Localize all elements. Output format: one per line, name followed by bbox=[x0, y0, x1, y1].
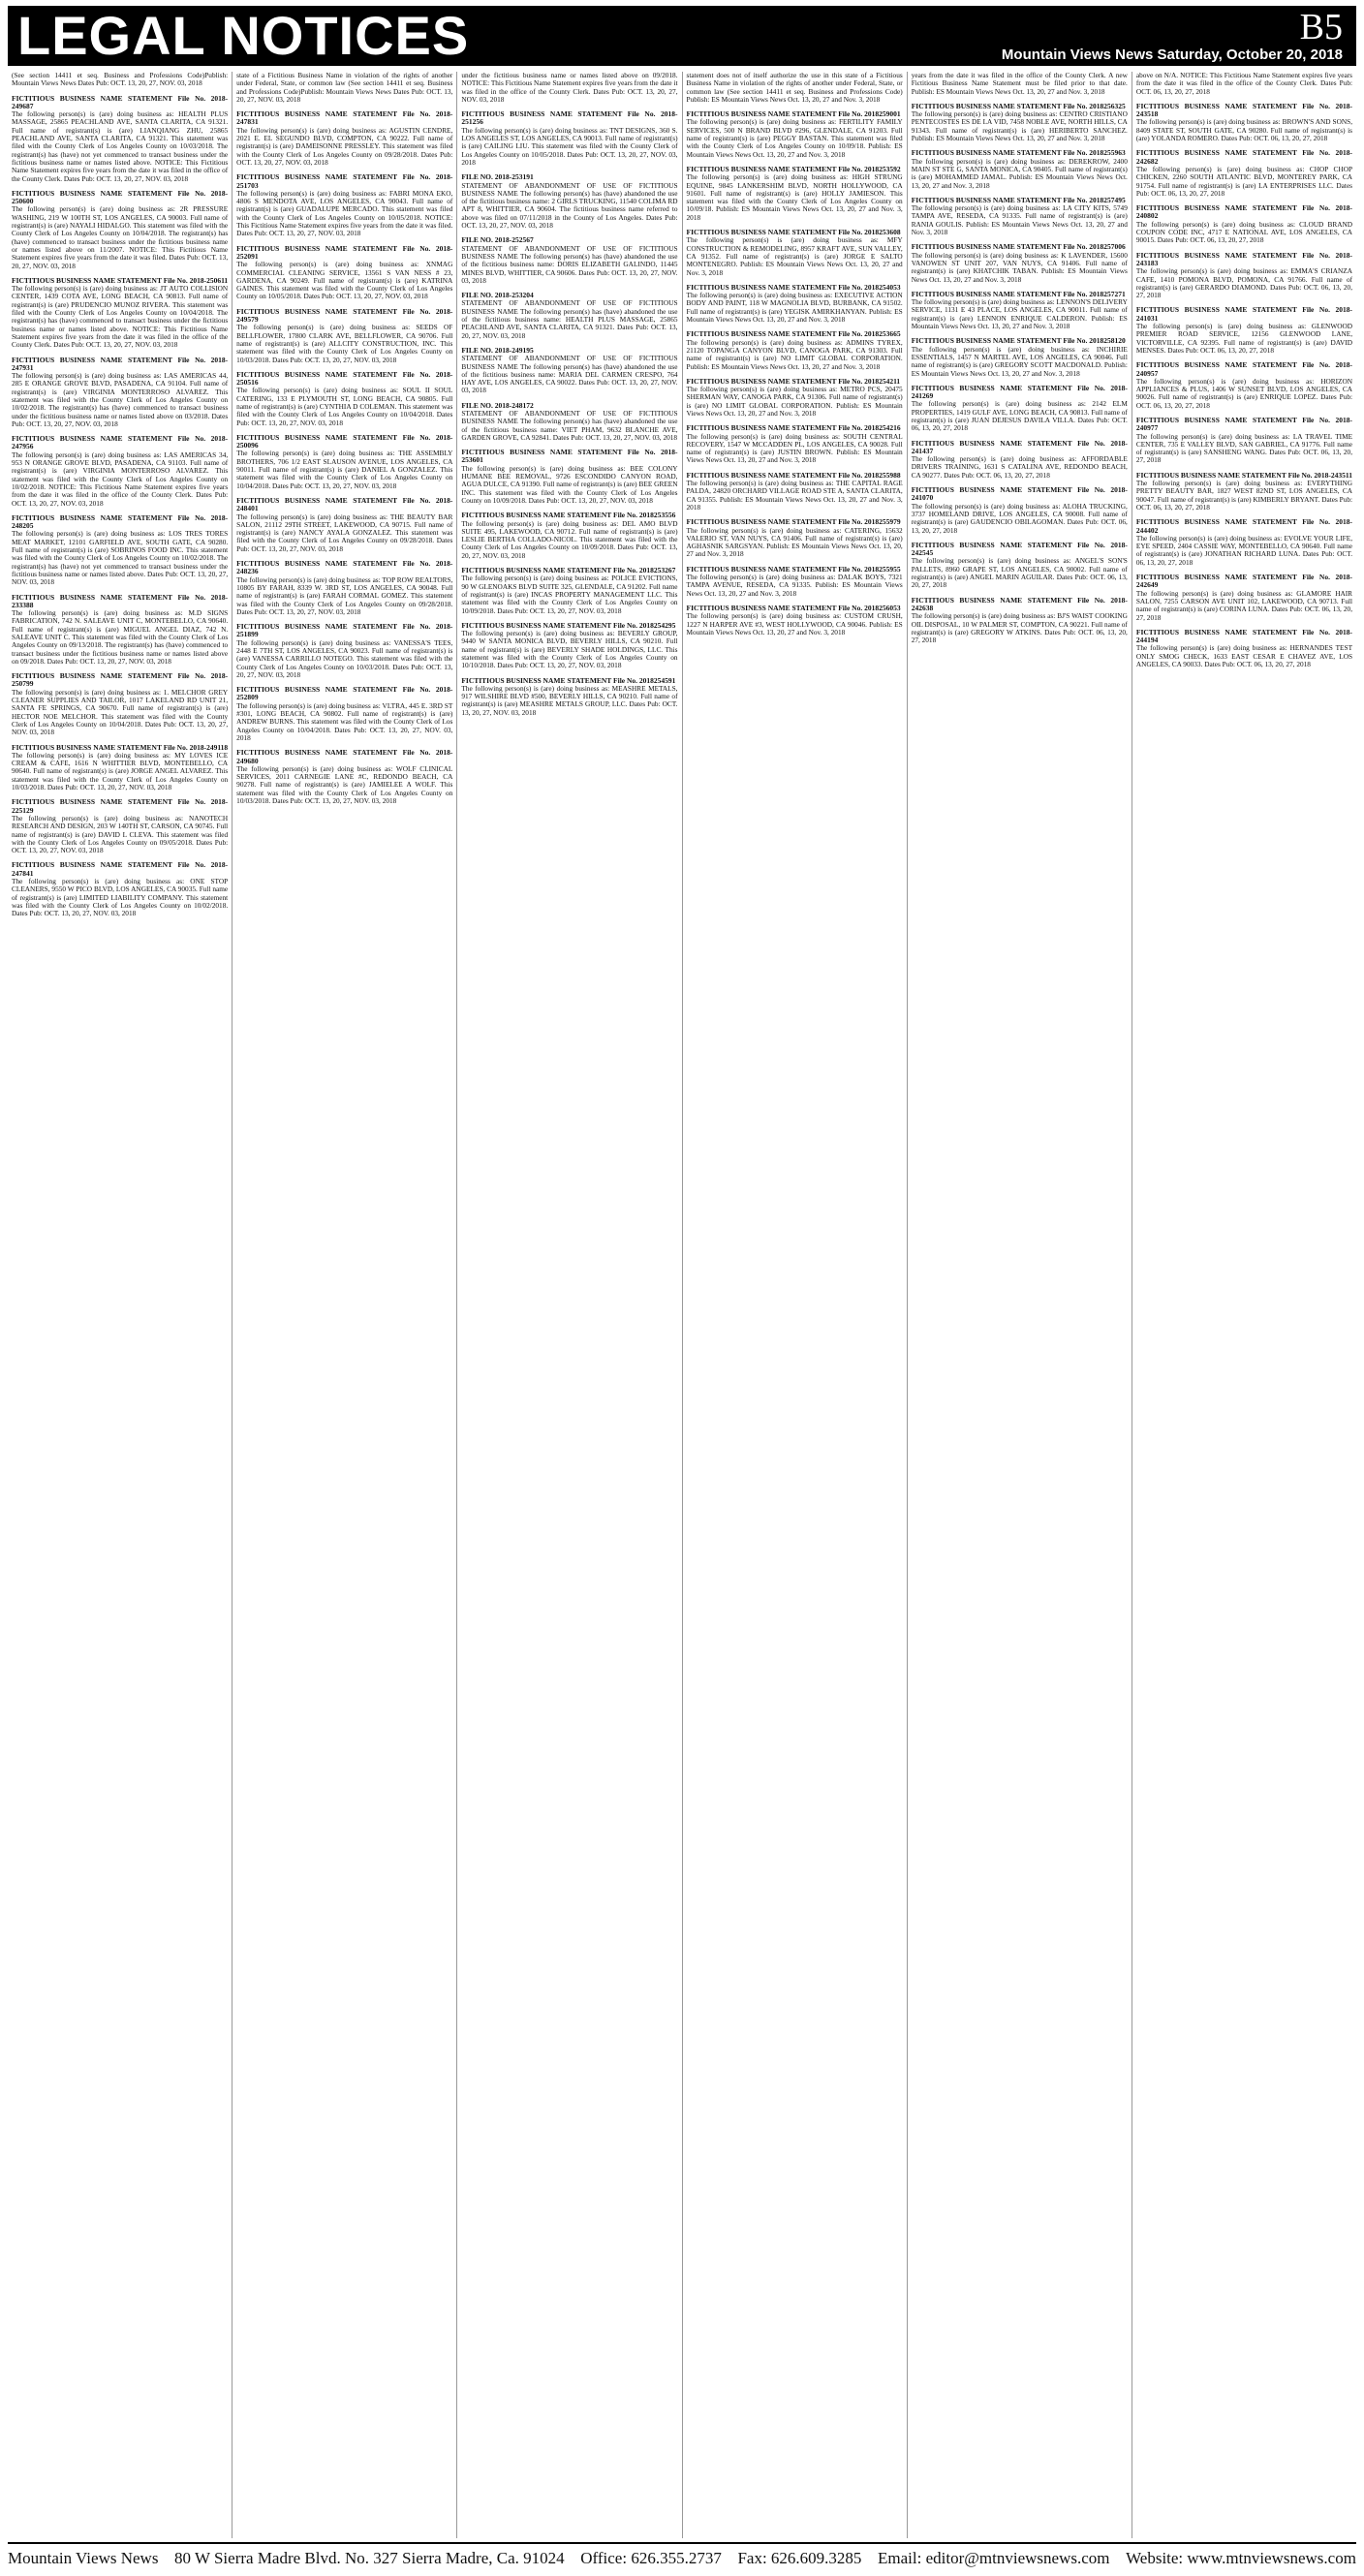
legal-notice bbox=[912, 542, 1128, 590]
notice-heading: FICTITIOUS BUSINESS NAME STATEMENT File No. 2018257495 bbox=[911, 195, 1126, 204]
notice-body: The following person(s) is (are) doing business as: EVOLVE YOUR LIFE, EYE SPEED, 2404 CASSIE WAY, MONTEBELLO, CA 90640. Full name of registrant(s) is (are) JONATHAN RICHARD LUNA. Dates Pub: OCT. 06, 13, 20, 27, 2018 bbox=[1135, 533, 1353, 567]
notice-body: The following person(s) is (are) doing business as: K LAVENDER, 15600 VANOWEN ST UNIT 207, VAN NUYS, CA 91406. Full name of registrant(s) is (are) KHATCHIK TABAN. Publish: ES Mountain Views News Oct. 13, 20, 27 and Nov. 3, 2018 bbox=[911, 250, 1128, 284]
notice-body: The following person(s) is (are) doing business as: ANGEL'S SON'S PALLETS, 8960 GRAPE ST, LOS ANGELES, CA 90002. Full name of registrant(s) is (are) ANGEL MARIN AGUILAR. Dates Pub: OCT. 06, 13, 20, 27, 2018 bbox=[911, 556, 1128, 590]
legal-notice bbox=[236, 245, 452, 301]
notice-body: STATEMENT OF ABANDONMENT OF USE OF FICTITIOUS BUSINESS NAME The following person(s) has (have) abandoned the use of the fictitious business name: HEALTH PLUS MASSAGE, 25865 PEACHLAND AVE, SANTA CLARITA, CA 91321. Dates Pub: OCT. 13, 20, 27, NOV. 03, 2018 bbox=[461, 298, 678, 340]
legal-notice bbox=[461, 677, 677, 717]
notice-column bbox=[456, 72, 681, 2538]
notice-body: The following person(s) is (are) doing business as: 1. MELCHOR GREY CLEANER SUPPLIES AND TAILOR, 1017 LAKELAND RD UNIT 21, SANTA FE SPRINGS, CA 90670. Full name of registrant(s) is (are) HECTOR NOE MELCHOR. This statement was filed with the County Clerk of Los Angeles County on 10/04/2018. Dates Pub: OCT. 13, 20, 27, NOV. 03, 2018 bbox=[12, 687, 229, 737]
legal-notice bbox=[687, 72, 903, 104]
notice-body: The following person(s) is (are) doing business as: XNMAG COMMERCIAL CLEANING SERVICE, 13561 S VAN NESS # 23, GARDENA, CA 90249. Full name of registrant(s) is (are) KATRINA GAINES. This statement was filed with the County Clerk of Los Angeles County on 10/05/2018. Dates Pub: OCT. 13, 20, 27, NOV. 03, 2018 bbox=[236, 260, 453, 301]
legal-notice bbox=[912, 291, 1128, 330]
legal-notice bbox=[12, 672, 228, 736]
legal-notice bbox=[912, 337, 1128, 377]
legal-notice bbox=[12, 861, 228, 917]
notice-body: years from the date it was filed in the office of the County Clerk. A new Fictitious Business Name Statement must be filed prior to that date. Publish: ES Mountain Views News Oct. 13, 20, 27 and Nov. 3, 2018 bbox=[911, 72, 1128, 96]
notice-heading: FICTITIOUS BUSINESS NAME STATEMENT File No. 2018-233388 bbox=[12, 592, 229, 609]
legal-notice bbox=[12, 190, 228, 270]
notice-heading: FICTITIOUS BUSINESS NAME STATEMENT File No. 2018-249579 bbox=[236, 306, 453, 325]
legal-notice bbox=[912, 243, 1128, 283]
notice-heading: FICTITIOUS BUSINESS NAME STATEMENT File No. 2018-250096 bbox=[236, 432, 453, 450]
notice-body: The following person(s) is (are) doing business as: EVERYTHING PRETTY BEAUTY BAR, 1827 WEST 82ND ST, LOS ANGELES, CA 90047. Full name of registrant(s) is (are) KIMBERLY BRYANT. Dates Pub: OCT. 06, 13, 20, 27, 2018 bbox=[1135, 479, 1353, 512]
notice-body: The following person(s) is (are) doing business as: BEVERLY GROUP, 9440 W SANTA MONICA BLVD, BEVERLY HILLS, CA 90210. Full name of registrant(s) is (are) BEVERLY SHADE HOLDINGS, LLC. This statement was filed with the County Clerk of Los Angeles County on 10/10/2018. Dates Pub: OCT. 13, 20, 27, NOV. 03, 2018 bbox=[461, 629, 678, 670]
notice-heading: FICTITIOUS BUSINESS NAME STATEMENT File No. 2018-251256 bbox=[461, 109, 678, 127]
notice-heading: FICTITIOUS BUSINESS NAME STATEMENT File No. 2018254295 bbox=[461, 620, 676, 630]
notice-body: above on N/A. NOTICE: This Fictitious Name Statement expires five years from the date it was filed in the office of the County Clerk. Dates Pub: OCT. 06, 13, 20, 27, 2018 bbox=[1135, 72, 1353, 96]
legal-notice bbox=[1136, 103, 1352, 142]
legal-notice bbox=[1136, 72, 1352, 96]
footer-website[interactable]: Website: www.mtnviewsnews.com bbox=[1126, 2549, 1356, 2567]
legal-notice bbox=[687, 166, 903, 222]
legal-notice bbox=[461, 110, 677, 167]
notice-body: The following person(s) is (are) doing business as: METRO PCS, 20475 SHERMAN WAY, CANOGA PARK, CA 91306. Full name of registrant(s) is (are) NO LIMIT GLOBAL CORPORATION. Publish: ES Mountain Views News Oct. 13, 20, 27 and Nov. 3, 2018 bbox=[686, 385, 903, 418]
notice-heading: FILE NO. 2018-249195 bbox=[461, 345, 534, 355]
notice-column bbox=[907, 72, 1132, 2538]
notice-body: The following person(s) is (are) doing business as: AGUSTIN CENDRE, 2021 E. EL SEGUNDO BLVD, COMPTON, CA 90222. Full name of registrant(s) is (are) DAMEISONNE PRESSLEY. This statement was filed with the County Clerk of Los Angeles County on 09/28/2018. Dates Pub: OCT. 13, 20, 27, NOV. 03, 2018 bbox=[236, 125, 453, 167]
notice-body: The following person(s) is (are) doing business as: MY LOVES ICE CREAM & CAFE, 1616 N WHITTIER BLVD, MONTEBELLO, CA 90640. Full name of registrant(s) is (are) JORGE ANGEL ALVAREZ. This statement was filed with the County Clerk of Los Angeles County on 10/03/2018. Dates Pub: OCT. 13, 20, 27, NOV. 03, 2018 bbox=[12, 750, 229, 792]
notice-body: The following person(s) is (are) doing business as: AFFORDABLE DRIVERS TRAINING, 1631 S CATALINA AVE, REDONDO BEACH, CA 90277. Dates Pub: OCT. 06, 13, 20, 27, 2018 bbox=[911, 454, 1128, 480]
legal-notice bbox=[687, 605, 903, 636]
notice-body: The following person(s) is (are) doing business as: CATERING, 15632 VALERIO ST, VAN NUYS, CA 91406. Full name of registrant(s) is (are) AGHASNIK SARGSYAN. Publish: ES Mountain Views News Oct. 13, 20, 27 and Nov. 3, 2018 bbox=[686, 525, 903, 559]
legal-notice bbox=[236, 686, 452, 742]
legal-notice bbox=[461, 173, 677, 230]
notice-body: (See section 14411 et seq. Business and Professions Code)Publish: Mountain Views News Dates Pub: OCT. 13, 20, 27, NOV. 03, 2018 bbox=[12, 72, 229, 88]
masthead-date: Mountain Views News Saturday, October 20, 2018 bbox=[1001, 47, 1343, 63]
notice-heading: FICTITIOUS BUSINESS NAME STATEMENT File No. 2018-242638 bbox=[911, 595, 1128, 612]
notice-heading: FILE NO. 2018-248172 bbox=[461, 400, 534, 410]
notice-body: The following person(s) is (are) doing business as: FERTILITY FAMILY SERVICES, 500 N BRAND BLVD #296, GLENDALE, CA 91203. Full name of registrant(s) is (are) PEGGY BASTAN. This statement was filed with the County Clerk of Los Angeles County on 10/09/18. Publish: ES Mountain Views News Oct. 13, 20, 27 and Nov. 3, 2018 bbox=[686, 117, 903, 159]
notice-body: The following person(s) is (are) doing business as: HIGH STRUNG EQUINE, 9845 LANKERSHIM BLVD, NORTH HOLLYWOOD, CA 91601. Full name of registrant(s) is (are) HOLLY JAMIESON. This statement was filed with the County Clerk of Los Angeles County on 10/09/18. Publish: ES Mountain Views News Oct. 13, 20, 27 and Nov. 3, 2018 bbox=[686, 172, 903, 222]
legal-notice bbox=[1136, 204, 1352, 244]
notice-body: The following person(s) is (are) doing business as: DEL AMO BLVD SUITE 495, LAKEWOOD, CA 90712. Full name of registrant(s) is (are) LESLIE BERTHA COLLADO-NICOL. This statement was filed with the County Clerk of Los Angeles County on 10/09/2018. Dates Pub: OCT. 13, 20, 27, NOV. 03, 2018 bbox=[461, 518, 678, 560]
notice-column bbox=[232, 72, 456, 2538]
notice-heading: FICTITIOUS BUSINESS NAME STATEMENT File No. 2018-250611 bbox=[12, 275, 229, 285]
legal-notice bbox=[912, 197, 1128, 236]
legal-notice bbox=[236, 560, 452, 616]
legal-notice bbox=[912, 385, 1128, 433]
footer-fax: Fax: 626.609.3285 bbox=[737, 2549, 862, 2567]
notice-body: The following person(s) is (are) doing business as: THE CAPITAL RAGE PALDA, 24820 ORCHARD VILLAGE ROAD STE A, SANTA CLARITA, CA 91355. Publish: ES Mountain Views News Oct. 13, 20, 27 and Nov. 3, 2018 bbox=[686, 479, 903, 512]
legal-notices-banner bbox=[8, 6, 1356, 66]
notice-body: under the fictitious business name or names listed above on 09/2018. NOTICE: This Fictitious Name Statement expires five years from the date it was filed in the office of the County Clerk. Dates Pub: OCT. 13, 20, 27, NOV. 03, 2018 bbox=[461, 72, 678, 104]
legal-notice bbox=[236, 749, 452, 805]
notice-heading: FICTITIOUS BUSINESS NAME STATEMENT File No. 2018255988 bbox=[686, 470, 901, 480]
legal-notice bbox=[461, 402, 677, 442]
notice-body: The following person(s) is (are) doing business as: TOP ROW REALTORS, 10805 BY FARAH, 8339 W. 3RD ST, LOS ANGELES, CA 90048. Full name of registrant(s) is (are) FARAH CORMAL GOMEZ. This statement was filed with the County Clerk of Los Angeles County on 09/28/2018. Dates Pub: OCT. 13, 20, 27, NOV. 03, 2018 bbox=[236, 574, 453, 616]
legal-notice bbox=[236, 72, 452, 104]
notice-body: The following person(s) is (are) doing business as: BJ'S WAIST COOKING OIL DISPOSAL, 10 W PALMER ST, COMPTON, CA 90221. Full name of registrant(s) is (are) GREGORY W ATKINS. Dates Pub: OCT. 06, 13, 20, 27, 2018 bbox=[911, 611, 1128, 645]
notice-body: The following person(s) is (are) doing business as: JT AUTO COLLISION CENTER, 1439 COTA AVE, LONG BEACH, CA 90813. Full name of registrant(s) is (are) PRUDENCIO MUNOZ RIVERA. This statement was filed with the County Clerk of Los Angeles County on 10/04/2018. The registrant(s) has (have) commenced to transact business under the fictitious business name or names listed above. NOTICE: This Fictitious Name Statement expires five years from the date it was filed in the office of the County Clerk. Dates Pub: OCT. 13, 20, 27, NOV. 03, 2018 bbox=[12, 284, 229, 350]
legal-notice bbox=[12, 798, 228, 854]
legal-notice bbox=[1136, 149, 1352, 198]
notice-heading: FICTITIOUS BUSINESS NAME STATEMENT File No. 2018-242649 bbox=[1135, 573, 1353, 590]
notice-heading: FICTITIOUS BUSINESS NAME STATEMENT File No. 2018253592 bbox=[686, 164, 901, 173]
notice-body: The following person(s) is (are) doing business as: LA CITY KITS, 5749 TAMPA AVE, RESEDA, CA 91335. Full name of registrant(s) is (are) RANIA GOULIS. Publish: ES Mountain Views News Oct. 13, 20, 27 and Nov. 3, 2018 bbox=[911, 203, 1128, 237]
notice-heading: FICTITIOUS BUSINESS NAME STATEMENT File No. 2018-244194 bbox=[1135, 627, 1353, 645]
notice-body: The following person(s) is (are) doing business as: TNT DESIGNS, 360 S. LOS ANGELES ST, LOS ANGELES, CA 90013. Full name of registrant(s) is (are) CAILING LIU. This statement was filed with the County Clerk of Los Angeles County on 10/05/2018. Dates Pub: OCT. 13, 20, 27, NOV. 03, 2018 bbox=[461, 125, 678, 167]
legal-notice bbox=[912, 103, 1128, 142]
notice-heading: FICTITIOUS BUSINESS NAME STATEMENT File No. 2018-241031 bbox=[1135, 305, 1353, 323]
notice-body: STATEMENT OF ABANDONMENT OF USE OF FICTITIOUS BUSINESS NAME The following person(s) has (have) abandoned the use of the fictitious business name: 2 GIRLS TRUCKING, 11540 COLIMA RD APT 8, WHITTIER, CA 90604. The fictitious business name referred to above was filed on 07/11/2018 in the County of Los Angeles. Dates Pub: OCT. 13, 20, 27, NOV. 03, 2018 bbox=[461, 180, 678, 231]
legal-notice bbox=[461, 567, 677, 615]
legal-notice bbox=[1136, 361, 1352, 410]
notice-heading: FICTITIOUS BUSINESS NAME STATEMENT File No. 2018-247956 bbox=[12, 434, 229, 451]
notice-heading: FICTITIOUS BUSINESS NAME STATEMENT File No. 2018257006 bbox=[911, 242, 1126, 252]
notice-body: statement does not of itself authorize the use in this state of a Fictitious Business Name in violation of the rights of another under Federal, State, or common law (See section 14411 et seq. Business and Professions Code) Publish: ES Mountain Views News Oct. 13, 20, 27 and Nov. 3, 2018 bbox=[686, 72, 903, 104]
notice-heading: FICTITIOUS BUSINESS NAME STATEMENT File No. 2018254216 bbox=[686, 423, 901, 433]
legal-notice bbox=[461, 449, 677, 505]
notice-body: The following person(s) is (are) doing business as: ALOHA TRUCKING, 3737 HOMELAND DRIVE, LOS ANGELES, CA 90008. Full name of registrant(s) is (are) GAUDENCIO OBILAGOMAN. Dates Pub: OCT. 06, 13, 20, 27, 2018 bbox=[911, 501, 1128, 535]
legal-notice bbox=[236, 173, 452, 237]
notice-body: The following person(s) is (are) doing business as: MFY CONSTRUCTION & REMODELING, 8957 KRAFT AVE, SUN VALLEY, CA 91352. Full name of registrant(s) is (are) JORGE E SALTO MONTENEGRO. Publish: ES Mountain Views News Oct. 13, 20, 27 and Nov. 3, 2018 bbox=[686, 235, 903, 277]
notice-heading: FICTITIOUS BUSINESS NAME STATEMENT File No. 2018255955 bbox=[686, 564, 901, 574]
notice-body: The following person(s) is (are) doing business as: VLTRA, 445 E. 3RD ST #301, LONG BEACH, CA 90802. Full name of registrant(s) is (are) ANDREW BURNS. This statement was filed with the County Clerk of Los Angeles County on 10/04/2018. Dates Pub: OCT. 13, 20, 27, NOV. 03, 2018 bbox=[236, 700, 453, 742]
footer-email[interactable]: Email: editor@mtnviewsnews.com bbox=[878, 2549, 1110, 2567]
notice-heading: FICTITIOUS BUSINESS NAME STATEMENT File No. 2018253665 bbox=[686, 329, 901, 339]
notice-body: The following person(s) is (are) doing business as: POLICE EVICTIONS, 90 W GLENOAKS BLVD SUITE 325, GLENDALE, CA 91202. Full name of registrant(s) is (are) INCAS PROPERTY MANAGEMENT LLC. This statement was filed with the County Clerk of Los Angeles County on 10/09/2018. Dates Pub: OCT. 13, 20, 27, NOV. 03, 2018 bbox=[461, 574, 678, 615]
notice-body: The following person(s) is (are) doing business as: SOUL II SOUL CATERING, 133 E PLYMOUTH ST, LONG BEACH, CA 90805. Full name of registrant(s) is (are) CYNTHIA D COLEMAN. This statement was filed with the County Clerk of Los Angeles County on 10/04/2018. Dates Pub: OCT. 13, 20, 27, NOV. 03, 2018 bbox=[236, 386, 453, 427]
notice-heading: FICTITIOUS BUSINESS NAME STATEMENT File No. 2018258120 bbox=[911, 336, 1126, 346]
notice-body: The following person(s) is (are) doing business as: HORIZON APPLIANCES & PLUS, 1406 W SUNSET BLVD, LOS ANGELES, CA 90026. Full name of registrant(s) is (are) ENRIQUE LOPEZ. Dates Pub: OCT. 06, 13, 20, 27, 2018 bbox=[1135, 376, 1353, 410]
notice-body: The following person(s) is (are) doing business as: 2142 ELM PROPERTIES, 1419 GULF AVE, LONG BEACH, CA 90813. Full name of registrant(s) is (are) JUAN DEJESUS DAVILA VILLA. Dates Pub: OCT. 06, 13, 20, 27, 2018 bbox=[911, 399, 1128, 433]
notice-column bbox=[682, 72, 907, 2538]
notice-heading: FICTITIOUS BUSINESS NAME STATEMENT File No. 2018-243518 bbox=[1135, 101, 1353, 119]
notice-heading: FICTITIOUS BUSINESS NAME STATEMENT File No. 2018-250516 bbox=[236, 369, 453, 388]
notice-heading: FICTITIOUS BUSINESS NAME STATEMENT File No. 2018-240977 bbox=[1135, 415, 1353, 433]
notice-body: The following person(s) is (are) doing business as: LAS AMERICAS 34, 953 N ORANGE GROVE BLVD, PASADENA, CA 91103. Full name of registrant(s) is (are) VIRGINIA MONTERROSO ALVAREZ. This statement was filed with the County Clerk of Los Angeles County on 10/02/2018. NOTICE: This Fictitious Name Statement expires five years from the date it was filed in the office of the County Clerk. Dates Pub: OCT. 13, 20, 27, NOV. 03, 2018 bbox=[12, 450, 229, 508]
notice-body: The following person(s) is (are) doing business as: VANESSA'S TEES, 2448 E 7TH ST, LOS ANGELES, CA 90023. Full name of registrant(s) is (are) VANESSA CARRILLO NOTEGO. This statement was filed with the County Clerk of Los Angeles County on 10/03/2018. Dates Pub: OCT. 13, 20, 27, NOV. 03, 2018 bbox=[236, 637, 453, 679]
notice-body: The following person(s) is (are) doing business as: 2R PRESSURE WASHING, 219 W 100TH ST, LOS ANGELES, CA 90003. Full name of registrant(s) is (are) NAYALI HIDALGO. This statement was filed with the County Clerk of Los Angeles County on 10/04/2018. The registrant(s) has (have) commenced to transact business under the fictitious business name or names listed above on 11/2007. NOTICE: This Fictitious Name Statement expires five years from the date it was filed. Dates Pub: OCT. 13, 20, 27, NOV. 03, 2018 bbox=[12, 204, 229, 270]
legal-notice bbox=[236, 497, 452, 553]
notice-heading: FICTITIOUS BUSINESS NAME STATEMENT File No. 2018-250600 bbox=[12, 188, 229, 206]
notice-heading: FICTITIOUS BUSINESS NAME STATEMENT File No. 2018255963 bbox=[911, 148, 1126, 158]
notice-heading: FICTITIOUS BUSINESS NAME STATEMENT File No. 2018-241437 bbox=[911, 438, 1128, 455]
notice-body: STATEMENT OF ABANDONMENT OF USE OF FICTITIOUS BUSINESS NAME The following person(s) has (have) abandoned the use of the fictitious business name: VIET PHAM, 9632 BLANCHE AVE, GARDEN GROVE, CA 92841. Dates Pub: OCT. 13, 20, 27, NOV. 03, 2018 bbox=[461, 408, 678, 442]
notice-body: The following person(s) is (are) doing business as: ONE STOP CLEANERS, 9550 W PICO BLVD, LOS ANGELES, CA 90035. Full name of registrant(s) is (are) LIMITED LIABILITY COMPANY. This statement was filed with the County Clerk of Los Angeles County on 10/02/2018. Dates Pub: OCT. 13, 20, 27, NOV. 03, 2018 bbox=[12, 877, 229, 918]
notice-heading: FICTITIOUS BUSINESS NAME STATEMENT File No. 2018254053 bbox=[686, 282, 901, 292]
legal-notice bbox=[912, 440, 1128, 480]
notice-heading: FICTITIOUS BUSINESS NAME STATEMENT File No. 2018-243511 bbox=[1135, 470, 1353, 480]
notice-body: The following person(s) is (are) doing business as: HERNANDES TEST ONLY SMOG CHECK, 1633 EAST CESAR E CHAVEZ AVE, LOS ANGELES, CA 90033. Dates Pub: OCT. 06, 13, 20, 27, 2018 bbox=[1135, 643, 1353, 668]
legal-notice bbox=[236, 434, 452, 490]
notice-body: The following person(s) is (are) doing business as: DALAK BOYS, 7321 TAMPA AVENUE, RESEDA, CA 91335. Publish: ES Mountain Views News Oct. 13, 20, 27 and Nov. 3, 2018 bbox=[686, 573, 903, 598]
legal-notice bbox=[1136, 252, 1352, 300]
notice-body: The following person(s) is (are) doing business as: BROWN'S AND SONS, 8409 STATE ST, SOUTH GATE, CA 90280. Full name of registrant(s) is (are) YOLANDA ROMERO. Dates Pub: OCT. 06, 13, 20, 27, 2018 bbox=[1135, 117, 1353, 143]
legal-notice bbox=[1136, 472, 1352, 512]
legal-notice bbox=[12, 435, 228, 508]
notice-heading: FICTITIOUS BUSINESS NAME STATEMENT File No. 2018253556 bbox=[461, 511, 676, 520]
legal-notice bbox=[1136, 417, 1352, 465]
legal-notice bbox=[461, 622, 677, 670]
notice-body: The following person(s) is (are) doing business as: NANOTECH RESEARCH AND DESIGN, 203 W 140TH ST, CARSON, CA 90745. Full name of registrant(s) is (are) DAVID L CLEVA. This statement was filed with the County Clerk of Los Angeles County on 09/05/2018. Dates Pub: OCT. 13, 20, 27, NOV. 03, 2018 bbox=[12, 813, 229, 855]
legal-notice bbox=[12, 594, 228, 667]
notice-heading: FICTITIOUS BUSINESS NAME STATEMENT File No. 2018-249687 bbox=[12, 93, 229, 110]
notice-body: The following person(s) is (are) doing business as: LENNON'S DELIVERY SERVICE, 1131 E 43 PLACE, LOS ANGELES, CA 90011. Full name of registrant(s) is (are) LENNON ENRIQUE CALDERON. Publish: ES Mountain Views News Oct. 13, 20, 27 and Nov. 3, 2018 bbox=[911, 297, 1128, 331]
notice-body: The following person(s) is (are) doing business as: LOS TRES TORES MEAT MARKET, 12101 GARFIELD AVE, SOUTH GATE, CA 90280. Full name of registrant(s) is (are) SOBRINOS FOOD INC. This statement was filed with the County Clerk of Los Angeles County on 10/02/2018. The registrant(s) has (have) not yet commenced to transact business under the fictitious business name or names listed above. Dates Pub: OCT. 13, 20, 27, NOV. 03, 2018 bbox=[12, 529, 229, 587]
legal-notice bbox=[12, 744, 228, 792]
legal-notice bbox=[1136, 574, 1352, 622]
legal-notice bbox=[912, 486, 1128, 535]
legal-notice bbox=[236, 371, 452, 427]
legal-notice bbox=[461, 236, 677, 285]
notice-body: The following person(s) is (are) doing business as: LAS AMERICAS 44, 285 E ORANGE GROVE BLVD, PASADENA, CA 91104. Full name of registrant(s) is (are) VIRGINIA MONTERROSO ALVAREZ. This statement was filed with the County Clerk of Los Angeles County on 10/02/2018. The registrant(s) has (have) commenced to transact business under the fictitious business name or names listed above on 03/2018. Dates Pub: OCT. 13, 20, 27, NOV. 03, 2018 bbox=[12, 371, 229, 428]
notice-body: The following person(s) is (are) doing business as: GLAMORE HAIR SALON, 7255 CARSON AVE UNIT 102, LAKEWOOD, CA 90713. Full name of registrant(s) is (are) CORINA LUNA. Dates Pub: OCT. 06, 13, 20, 27, 2018 bbox=[1135, 588, 1353, 622]
legal-notice bbox=[687, 424, 903, 464]
notice-body: The following person(s) is (are) doing business as: CLOUD BRAND COUPON CODE INC, 4717 E NATIONAL AVE, LOS ANGELES, CA 90015. Dates Pub: OCT. 06, 13, 20, 27, 2018 bbox=[1135, 219, 1353, 245]
legal-notice bbox=[12, 514, 228, 587]
notice-heading: FILE NO. 2018-253191 bbox=[461, 172, 534, 182]
notice-heading: FICTITIOUS BUSINESS NAME STATEMENT File No. 2018-240957 bbox=[1135, 360, 1353, 378]
notice-heading: FILE NO. 2018-252567 bbox=[461, 235, 534, 245]
notice-column bbox=[1132, 72, 1356, 2538]
notice-heading: FICTITIOUS BUSINESS NAME STATEMENT File No. 2018257271 bbox=[911, 289, 1126, 298]
notice-heading: FICTITIOUS BUSINESS NAME STATEMENT File No. 2018254211 bbox=[686, 376, 901, 386]
notice-heading: FICTITIOUS BUSINESS NAME STATEMENT File No. 2018-252809 bbox=[236, 685, 453, 702]
notice-heading: FICTITIOUS BUSINESS NAME STATEMENT File No. 2018-252091 bbox=[236, 243, 453, 261]
notice-heading: FICTITIOUS BUSINESS NAME STATEMENT File No. 2018-250799 bbox=[12, 671, 229, 689]
notice-body: The following person(s) is (are) doing business as: EMMA'S CRIANZA CAFE, 1410 POMONA BLVD, POMONA, CA 91766. Full name of registrant(s) is (are) GERARDO DIAMOND. Dates Pub: OCT. 06, 13, 20, 27, 2018 bbox=[1135, 266, 1353, 300]
notice-body: The following person(s) is (are) doing business as: THE BEAUTY BAR SALON, 21112 29TH STREET, LAKEWOOD, CA 90715. Full name of registrant(s) is (are) NANCY AYALA GONZALEZ. This statement was filed with the County Clerk of Los Angeles County on 09/28/2018. Dates Pub: OCT. 13, 20, 27, NOV. 03, 2018 bbox=[236, 512, 453, 553]
legal-notice bbox=[12, 72, 228, 88]
legal-notice bbox=[912, 597, 1128, 645]
page-footer bbox=[8, 2542, 1356, 2573]
notice-heading: FICTITIOUS BUSINESS NAME STATEMENT File No. 2018-251899 bbox=[236, 622, 453, 639]
notice-heading: FICTITIOUS BUSINESS NAME STATEMENT File No. 2018-242682 bbox=[1135, 148, 1353, 166]
notice-heading: FICTITIOUS BUSINESS NAME STATEMENT File No. 2018-242545 bbox=[911, 540, 1128, 558]
notice-heading: FICTITIOUS BUSINESS NAME STATEMENT File No. 2018-249118 bbox=[12, 742, 229, 752]
legal-notice bbox=[461, 72, 677, 104]
notice-body: The following person(s) is (are) doing business as: M.D SIGNS FABRICATION, 742 N. SALEAVE UNIT C, MONTEBELLO, CA 90640. Full name of registrant(s) is (are) MIGUEL ANGEL DIAZ, 742 N. SALEAVE UNIT C. This statement was filed with the County Clerk of Los Angeles County on 09/13/2018. The registrant(s) has (have) commenced to transact business under the fictitious business name or names listed above on 09/2018. Dates Pub: OCT. 13, 20, 27, NOV. 03, 2018 bbox=[12, 608, 229, 666]
notice-heading: FICTITIOUS BUSINESS NAME STATEMENT File No. 2018-244402 bbox=[1135, 517, 1353, 535]
legal-notice bbox=[1136, 306, 1352, 355]
notice-columns bbox=[8, 72, 1356, 2538]
notice-body: STATEMENT OF ABANDONMENT OF USE OF FICTITIOUS BUSINESS NAME The following person(s) has (have) abandoned the use of the fictitious business name: MARIA DEL CARMEN CRESPO, 764 HAY AVE, LOS ANGELES, CA 90022. Dates Pub: OCT. 13, 20, 27, NOV. 03, 2018 bbox=[461, 354, 678, 395]
legal-notice bbox=[12, 357, 228, 429]
section-label: B5 bbox=[1299, 7, 1343, 47]
notice-body: state of a Fictitious Business Name in violation of the rights of another under Federal, State, or common law (See section 14411 et seq. Business and Professions Code)Publish: Mountain Views News Dates Pub: OCT. 13, 20, 27, NOV. 03, 2018 bbox=[236, 72, 453, 104]
legal-notice bbox=[912, 72, 1128, 96]
notice-body: The following person(s) is (are) doing business as: CENTRO CRISTIANO PENTECOSTES ES DE LA VID, 7458 NOBLE AVE, NORTH HILLS, CA 91343. Full name of registrant(s) is (are) HERIBERTO SANCHEZ. Publish: ES Mountain Views News Oct. 13, 20, 27 and Nov. 3, 2018 bbox=[911, 109, 1128, 143]
notice-heading: FICTITIOUS BUSINESS NAME STATEMENT File No. 2018-249680 bbox=[236, 748, 453, 765]
notice-heading: FICTITIOUS BUSINESS NAME STATEMENT File No. 2018259001 bbox=[686, 109, 901, 119]
legal-notice bbox=[687, 110, 903, 159]
notice-heading: FICTITIOUS BUSINESS NAME STATEMENT File No. 2018-251703 bbox=[236, 172, 453, 190]
notice-heading: FICTITIOUS BUSINESS NAME STATEMENT File No. 2018-247931 bbox=[12, 355, 229, 372]
legal-notice bbox=[12, 95, 228, 183]
notice-body: The following person(s) is (are) doing business as: INCHIRIE ESSENTIALS, 1457 N MARTEL AVE, LOS ANGELES, CA 90046. Full name of registrant(s) is (are) GREGORY SCOTT MACDONALD. Publish: ES Mountain Views News Oct. 13, 20, 27 and Nov. 3, 2018 bbox=[911, 344, 1128, 378]
legal-notice bbox=[1136, 518, 1352, 567]
footer-address: 80 W Sierra Madre Blvd. No. 327 Sierra Madre, Ca. 91024 bbox=[174, 2549, 565, 2567]
notice-body: The following person(s) is (are) doing business as: MEASHRE METALS, 917 WILSHIRE BLVD #500, BEVERLY HILLS, CA 90210. Full name of registrant(s) is (are) MEASHRE METALS GROUP, LLC. Dates Pub: OCT. 13, 20, 27, NOV. 03, 2018 bbox=[461, 683, 678, 717]
notice-body: The following person(s) is (are) doing business as: SOUTH CENTRAL RECOVERY, 1547 W MCCADDEN PL, LOS ANGELES, CA 90028. Full name of registrant(s) is (are) JUSTIN BROWN. Publish: ES Mountain Views News Oct. 13, 20, 27 and Nov. 3, 2018 bbox=[686, 431, 903, 465]
notice-body: The following person(s) is (are) doing business as: GLENWOOD PREMIER ROAD SERVICE, 12156 GLENWOOD LANE, VICTORVILLE, CA 92395. Full name of registrant(s) is (are) DAVID MENSES. Dates Pub: OCT. 06, 13, 20, 27, 2018 bbox=[1135, 322, 1353, 355]
notice-heading: FICTITIOUS BUSINESS NAME STATEMENT File No. 2018-253601 bbox=[461, 448, 678, 465]
notice-heading: FICTITIOUS BUSINESS NAME STATEMENT File No. 2018254591 bbox=[461, 675, 676, 685]
notice-body: The following person(s) is (are) doing business as: CUSTOM CRUSH, 1227 N HARPER AVE #3, WEST HOLLYWOOD, CA 90046. Publish: ES Mountain Views News Oct. 13, 20, 27 and Nov. 3, 2018 bbox=[686, 611, 903, 636]
notice-heading: FICTITIOUS BUSINESS NAME STATEMENT File No. 2018-225129 bbox=[12, 797, 229, 815]
legal-notice bbox=[236, 110, 452, 167]
notice-heading: FICTITIOUS BUSINESS NAME STATEMENT File No. 2018-247841 bbox=[12, 860, 229, 878]
footer-paper-name: Mountain Views News bbox=[8, 2549, 159, 2567]
legal-notice bbox=[461, 292, 677, 340]
notice-body: The following person(s) is (are) doing business as: BEE COLONY HUMANE BEE REMOVAL, 9726 ESCONDIDO CANYON ROAD, AGUA DULCE, CA 91390. Full name of registrant(s) is (are) BEE GREEN INC. This statement was filed with the County Clerk of Los Angeles County on 10/09/2018. Dates Pub: OCT. 13, 20, 27, NOV. 03, 2018 bbox=[461, 463, 678, 505]
notice-column bbox=[8, 72, 232, 2538]
legal-notice bbox=[687, 378, 903, 418]
notice-heading: FICTITIOUS BUSINESS NAME STATEMENT File No. 2018256053 bbox=[686, 603, 901, 612]
notice-body: The following person(s) is (are) doing business as: DEREKROW, 2400 MAIN ST STE G, SANTA MONICA, CA 90405. Full name of registrant(s) is (are) MOHAMMED JAMAL. Publish: ES Mountain Views News Oct. 13, 20, 27 and Nov. 3, 2018 bbox=[911, 156, 1128, 190]
notice-body: The following person(s) is (are) doing business as: HEALTH PLUS MASSAGE, 25865 PEACHLAND AVE, SANTA CLARITA, CA 91321. Full name of registrant(s) is (are) LIANQIANG ZHU, 25865 PEACHLAND AVE, SANTA CLARITA, CA 91321. This statement was filed with the County Clerk of Los Angeles County on 10/03/2018. The registrant(s) has (have) not yet commenced to transact business under the fictitious business name or names listed above. NOTICE: This Fictitious Name Statement expires five years from the date it was filed in the office of the County Clerk. Dates Pub: OCT. 13, 20, 27, NOV. 03, 2018 bbox=[12, 109, 229, 183]
notice-body: The following person(s) is (are) doing business as: FABRI MONA EKO, 4806 S MENDOTA AVE, LOS ANGELES, CA 90043. Full name of registrant(s) is (are) GUADALUPE MERCADO. This statement was filed with the County Clerk of Los Angeles County on 10/05/2018. NOTICE: This Fictitious Name Statement expires five years from the date it was filed. Dates Pub: OCT. 13, 20, 27, NOV. 03, 2018 bbox=[236, 188, 453, 238]
notice-body: The following person(s) is (are) doing business as: SEEDS OF BELLFLOWER, 17800 CLARK AVE, BELLFLOWER, CA 90706. Full name of registrant(s) is (are) ALLCITY CONSTRUCTION, INC. This statement was filed with the County Clerk of Los Angeles County on 10/03/2018. Dates Pub: OCT. 13, 20, 27, NOV. 03, 2018 bbox=[236, 323, 453, 364]
notice-heading: FICTITIOUS BUSINESS NAME STATEMENT File No. 2018255979 bbox=[686, 517, 901, 527]
notice-heading: FICTITIOUS BUSINESS NAME STATEMENT File No. 2018-248205 bbox=[12, 512, 229, 531]
notice-body: The following person(s) is (are) doing business as: WOLF CLINICAL SERVICES, 2011 CARNEGIE LANE #C, REDONDO BEACH, CA 90278. Full name of registrant(s) is (are) JAMIELEE A WOLF. This statement was filed with the County Clerk of Los Angeles County on 10/03/2018. Dates Pub: OCT. 13, 20, 27, NOV. 03, 2018 bbox=[236, 763, 453, 806]
notice-body: STATEMENT OF ABANDONMENT OF USE OF FICTITIOUS BUSINESS NAME The following person(s) has (have) abandoned the use of the fictitious business name: DORIS ELIZABETH GALINDO, 11445 MINES BLVD, WHITTIER, CA 90606. Dates Pub: OCT. 13, 20, 27, NOV. 03, 2018 bbox=[461, 243, 678, 285]
notice-body: The following person(s) is (are) doing business as: LA TRAVEL TIME CENTER, 735 E VALLEY BLVD, SAN GABRIEL, CA 91776. Full name of registrant(s) is (are) SANSHENG WANG. Dates Pub: OCT. 06, 13, 20, 27, 2018 bbox=[1135, 431, 1353, 465]
notice-heading: FICTITIOUS BUSINESS NAME STATEMENT File No. 2018256325 bbox=[911, 101, 1126, 110]
legal-notice bbox=[12, 277, 228, 350]
notice-body: The following person(s) is (are) doing business as: EXECUTIVE ACTION BODY AND PAINT, 118 W MAGNOLIA BLVD, BURBANK, CA 91502. Full name of registrant(s) is (are) YEGISK AMIRKHANYAN. Publish: ES Mountain Views News Oct. 13, 20, 27 and Nov. 3, 2018 bbox=[686, 291, 903, 325]
legal-notice bbox=[912, 149, 1128, 189]
notice-heading: FICTITIOUS BUSINESS NAME STATEMENT File No. 2018-241070 bbox=[911, 485, 1128, 503]
legal-notice bbox=[687, 566, 903, 598]
legal-notice bbox=[687, 330, 903, 370]
notice-body: The following person(s) is (are) doing business as: ADMINS TYREX, 21120 TOPANGA CANYON BLVD, CANOGA PARK, CA 91303. Full name of registrant(s) is (are) NO LIMIT GLOBAL CORPORATION. Publish: ES Mountain Views News Oct. 13, 20, 27 and Nov. 3, 2018 bbox=[686, 337, 903, 371]
legal-notice bbox=[687, 229, 903, 277]
footer-office-phone: Office: 626.355.2737 bbox=[580, 2549, 722, 2567]
notice-body: The following person(s) is (are) doing business as: CHOP CHOP CHICKEN, 2260 SOUTH ATLANTIC BLVD, MONTEREY PARK, CA 91754. Full name of registrant(s) is (are) LA ENTERPRISES LLC. Dates Pub: OCT. 06, 13, 20, 27, 2018 bbox=[1135, 164, 1353, 198]
legal-notice bbox=[236, 623, 452, 679]
notice-body: The following person(s) is (are) doing business as: THE ASSEMBLY BROTHERS, 706 1/2 EAST SLAUSON AVENUE, LOS ANGELES, CA 90011. Full name of registrant(s) is (are) DANIEL A GONZALEZ. This statement was filed with the County Clerk of Los Angeles County on 10/04/2018. Dates Pub: OCT. 13, 20, 27, NOV. 03, 2018 bbox=[236, 449, 453, 490]
notice-heading: FICTITIOUS BUSINESS NAME STATEMENT File No. 2018-247831 bbox=[236, 109, 453, 127]
legal-notice bbox=[687, 284, 903, 324]
notice-heading: FILE NO. 2018-253204 bbox=[461, 291, 534, 300]
notice-heading: FICTITIOUS BUSINESS NAME STATEMENT File No. 2018-240802 bbox=[1135, 203, 1353, 221]
legal-notice bbox=[461, 512, 677, 560]
notice-heading: FICTITIOUS BUSINESS NAME STATEMENT File No. 2018-241269 bbox=[911, 383, 1128, 401]
legal-notice bbox=[236, 308, 452, 364]
notice-heading: FICTITIOUS BUSINESS NAME STATEMENT File No. 2018-248236 bbox=[236, 559, 453, 576]
notice-heading: FICTITIOUS BUSINESS NAME STATEMENT File No. 2018253267 bbox=[461, 566, 676, 575]
page-title: LEGAL NOTICES bbox=[17, 5, 470, 66]
legal-notice bbox=[461, 347, 677, 395]
legal-notice bbox=[687, 518, 903, 558]
legal-notice bbox=[1136, 629, 1352, 668]
legal-notice bbox=[687, 472, 903, 512]
notice-heading: FICTITIOUS BUSINESS NAME STATEMENT File No. 2018-248401 bbox=[236, 495, 453, 513]
notice-heading: FICTITIOUS BUSINESS NAME STATEMENT File No. 2018-243183 bbox=[1135, 250, 1353, 267]
notice-heading: FICTITIOUS BUSINESS NAME STATEMENT File No. 2018253608 bbox=[686, 228, 901, 237]
